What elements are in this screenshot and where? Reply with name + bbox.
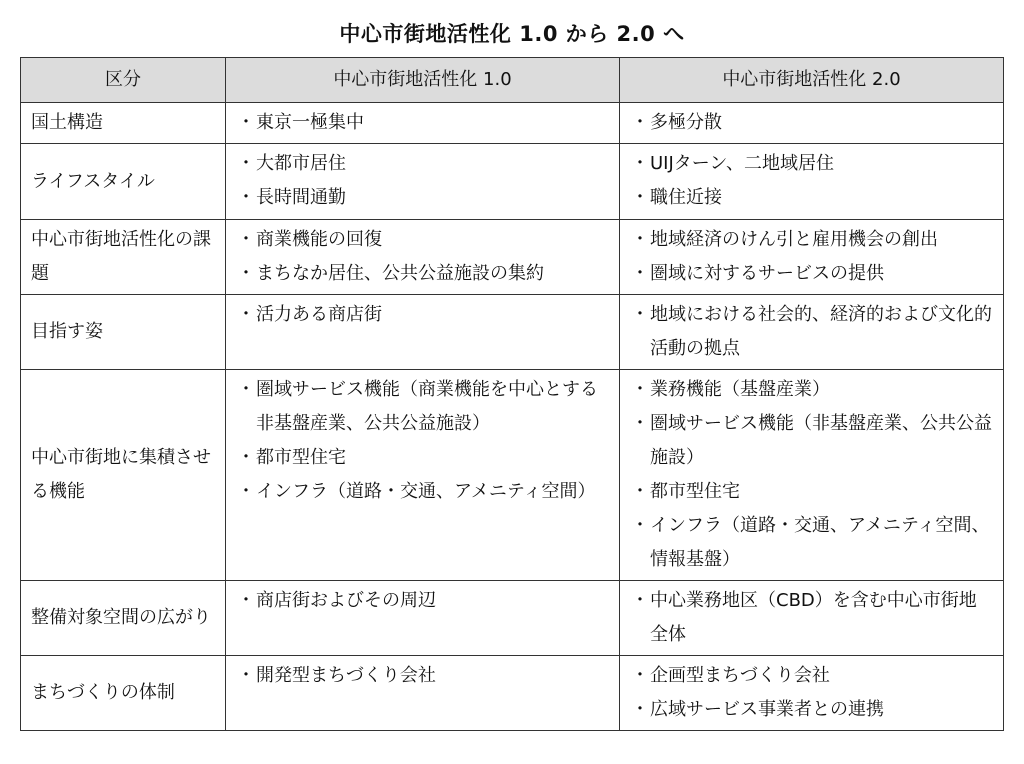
list-item: [236, 257, 609, 291]
cell-v1: [226, 370, 620, 581]
item-text: インフラ（道路・交通、アメニティ空間）: [256, 481, 596, 502]
item-text: 都市型住宅: [256, 447, 346, 468]
comparison-table: [20, 57, 1004, 731]
bullet: ・: [237, 447, 255, 468]
bullet: ・: [631, 515, 649, 536]
bullet: ・: [237, 263, 255, 284]
list-item: [630, 584, 993, 652]
row-label: [21, 144, 226, 220]
item-text: 開発型まちづくり会社: [256, 665, 436, 686]
cell-v2: [620, 103, 1004, 144]
header-row: [21, 58, 1004, 103]
item-text: 多極分散: [650, 112, 722, 133]
cell-v1: [226, 220, 620, 295]
list-item: [630, 475, 993, 509]
table-row: [21, 656, 1004, 731]
item-text: 企画型まちづくり会社: [650, 665, 830, 686]
bullet: ・: [237, 665, 255, 686]
list-item: [630, 298, 993, 366]
list-item: [236, 659, 609, 693]
bullet: ・: [237, 187, 255, 208]
cell-v1: [226, 581, 620, 656]
bullet: ・: [237, 590, 255, 611]
item-text: 長時間通勤: [256, 187, 346, 208]
list-item: [630, 181, 993, 215]
bullet: ・: [631, 263, 649, 284]
list-item: [236, 147, 609, 181]
item-text: 地域経済のけん引と雇用機会の創出: [650, 229, 938, 250]
table-row: [21, 144, 1004, 220]
table-row: [21, 220, 1004, 295]
list-item: [630, 509, 993, 577]
bullet: ・: [237, 379, 255, 400]
list-item: [236, 106, 609, 140]
bullet: ・: [631, 304, 649, 325]
header-version-2: 中心市街地活性化 2.0: [620, 58, 1004, 103]
header-version-1: 中心市街地活性化 1.0: [226, 58, 620, 103]
bullet: ・: [237, 229, 255, 250]
list-item: [630, 106, 993, 140]
table-row: [21, 103, 1004, 144]
item-text: 職住近接: [650, 187, 722, 208]
bullet: ・: [631, 481, 649, 502]
bullet: ・: [631, 665, 649, 686]
table-row: [21, 295, 1004, 370]
cell-v1: [226, 656, 620, 731]
cell-v2: [620, 370, 1004, 581]
bullet: ・: [237, 304, 255, 325]
item-text: まちなか居住、公共公益施設の集約: [256, 263, 544, 284]
list-item: [236, 298, 609, 332]
list-item: [630, 407, 993, 475]
list-item: [630, 257, 993, 291]
cell-v1: [226, 295, 620, 370]
item-text: 中心業務地区（CBD）を含む中心市街地全体: [650, 590, 977, 645]
row-label: [21, 295, 226, 370]
table-row: [21, 581, 1004, 656]
cell-v2: [620, 656, 1004, 731]
table-row: [21, 370, 1004, 581]
bullet: ・: [631, 699, 649, 720]
header-category: 区分: [21, 58, 226, 103]
cell-v2: [620, 144, 1004, 220]
item-text: 大都市居住: [256, 153, 346, 174]
bullet: ・: [631, 187, 649, 208]
bullet: ・: [631, 112, 649, 133]
row-label-text: 目指す姿: [31, 321, 103, 342]
list-item: [236, 441, 609, 475]
item-text: UIJターン、二地域居住: [650, 153, 834, 174]
page-title: 中心市街地活性化 1.0 から 2.0 へ: [339, 22, 685, 46]
item-text: 商業機能の回復: [256, 229, 382, 250]
row-label-text: 中心市街地活性化の課題: [31, 229, 211, 284]
item-text: 都市型住宅: [650, 481, 740, 502]
item-text: 商店街およびその周辺: [256, 590, 436, 611]
row-label: [21, 220, 226, 295]
row-label-text: ライフスタイル: [31, 170, 155, 192]
cell-v1: [226, 103, 620, 144]
row-label-text: 整備対象空間の広がり: [31, 607, 211, 628]
cell-v1: [226, 144, 620, 220]
row-label: [21, 656, 226, 731]
list-item: [630, 147, 993, 181]
cell-v2: [620, 295, 1004, 370]
row-label-text: 中心市街地に集積させる機能: [31, 447, 211, 502]
list-item: [630, 693, 993, 727]
row-label-text: 国土構造: [31, 112, 103, 133]
list-item: [630, 223, 993, 257]
cell-v2: [620, 220, 1004, 295]
row-label-text: まちづくりの体制: [31, 682, 175, 703]
item-text: 圏域サービス機能（商業機能を中心とする非基盤産業、公共公益施設）: [256, 379, 598, 434]
bullet: ・: [631, 590, 649, 611]
item-text: 圏域サービス機能（非基盤産業、公共公益施設）: [650, 413, 992, 468]
item-text: 業務機能（基盤産業）: [650, 379, 830, 400]
bullet: ・: [631, 153, 649, 174]
list-item: [236, 373, 609, 441]
cell-v2: [620, 581, 1004, 656]
item-text: インフラ（道路・交通、アメニティ空間、情報基盤）: [650, 515, 990, 570]
list-item: [630, 373, 993, 407]
list-item: [236, 584, 609, 618]
list-item: [236, 181, 609, 215]
list-item: [236, 223, 609, 257]
item-text: 広域サービス事業者との連携: [650, 699, 884, 720]
bullet: ・: [237, 112, 255, 133]
item-text: 圏域に対するサービスの提供: [650, 263, 884, 284]
bullet: ・: [631, 229, 649, 250]
list-item: [236, 475, 609, 509]
bullet: ・: [237, 153, 255, 174]
bullet: ・: [237, 481, 255, 502]
row-label: [21, 581, 226, 656]
item-text: 地域における社会的、経済的および文化的活動の拠点: [650, 304, 992, 359]
bullet: ・: [631, 379, 649, 400]
row-label: [21, 370, 226, 581]
item-text: 活力ある商店街: [256, 304, 382, 325]
item-text: 東京一極集中: [256, 112, 364, 133]
list-item: [630, 659, 993, 693]
bullet: ・: [631, 413, 649, 434]
row-label: [21, 103, 226, 144]
